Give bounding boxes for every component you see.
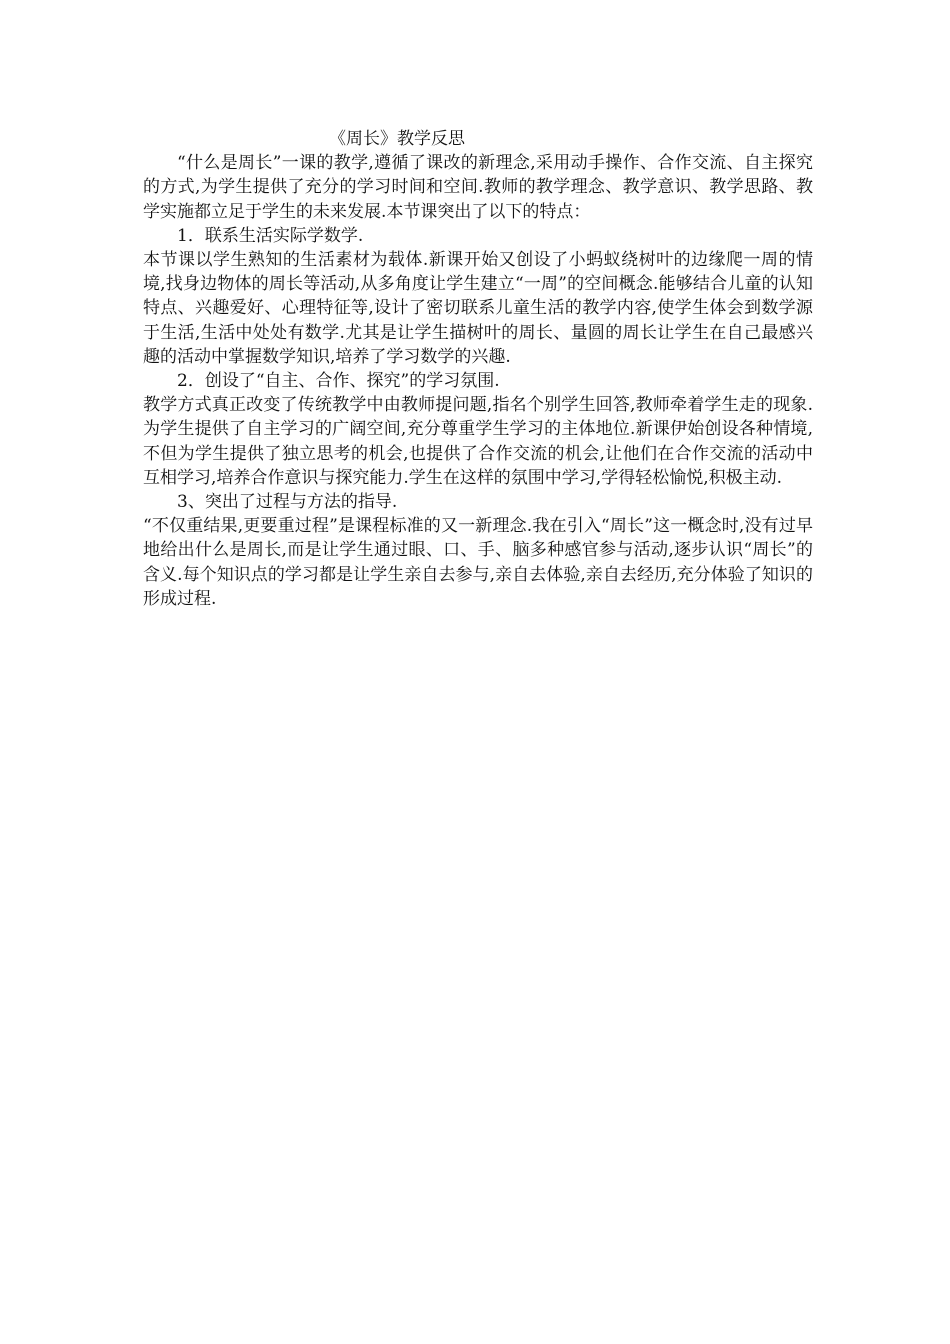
document-content (143, 127, 813, 611)
section-1-heading: 1．联系生活实际学数学. (177, 225, 364, 246)
section-3-heading: 3、突出了过程与方法的指导. (177, 492, 398, 513)
section-1-body: 本节课以学生熟知的生活素材为载体.新课开始又创设了小蚂蚁绕树叶的边缘爬一周的情境,找身边物体的周长等活动,从多角度让学生建立“一周”的空间概念.能够结合儿童的认知特点、兴趣爱好、心理特征等,设计了密切联系儿童生活的教学内容,使学生体会到数学源于生活,生活中处处有数学.尤其是让学生描树叶的周长、量圆的周长让学生在自己最感兴趣的活动中掌握数学知识,培养了学习数学的兴趣. (143, 250, 813, 367)
document-title: 《周长》教学反思 (329, 129, 465, 149)
section-2-heading: 2．创设了“自主、合作、探究”的学习氛围. (177, 371, 500, 392)
section-2-body: 教学方式真正改变了传统教学中由教师提问题,指名个别学生回答,教师牵着学生走的现象.为学生提供了自主学习的广阔空间,充分尊重学生学习的主体地位.新课伊始创设各种情境,不但为学生提供了独立思考的机会,也提供了合作交流的机会,让他们在合作交流的活动中互相学习,培养合作意识与探究能力.学生在这样的氛围中学习,学得轻松愉悦,积极主动. (143, 395, 813, 488)
section-3-body: “不仅重结果,更要重过程”是课程标准的又一新理念.我在引入“周长”这一概念时,没有过早地给出什么是周长,而是让学生通过眼、口、手、脑多种感官参与活动,逐步认识“周长”的含义.每个知识点的学习都是让学生亲自去参与,亲自去体验,亲自去经历,充分体验了知识的形成过程. (143, 516, 813, 609)
intro-paragraph: “什么是周长”一课的教学,遵循了课改的新理念,采用动手操作、合作交流、自主探究的方式,为学生提供了充分的学习时间和空间.教师的教学理念、教学意识、教学思路、教学实施都立足于学生的未来发展.本节课突出了以下的特点： (143, 153, 813, 222)
